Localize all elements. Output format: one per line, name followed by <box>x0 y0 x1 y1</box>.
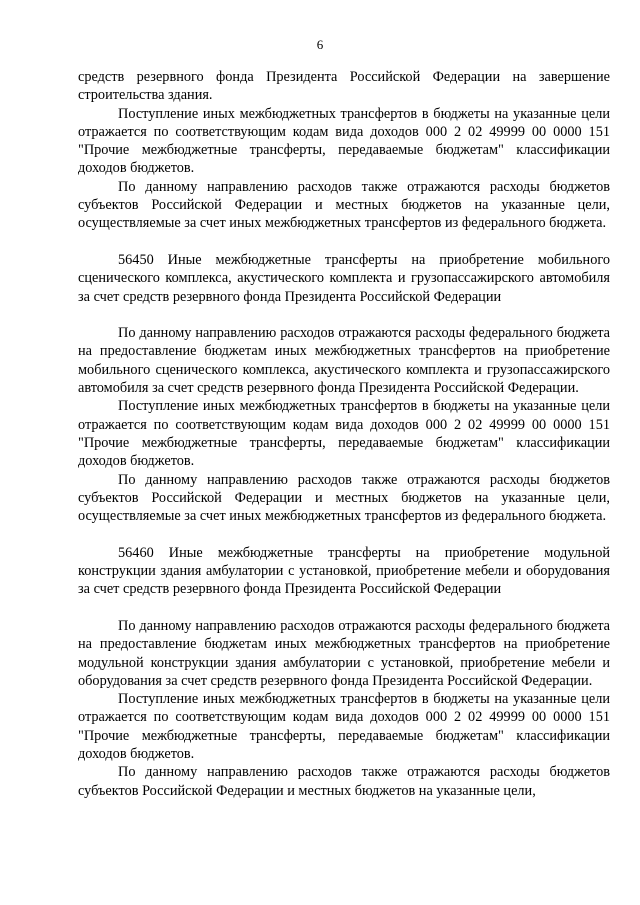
paragraph-federal-expenses: По данному направлению расходов отражаются расходы федерального бюджета на предоставление бюджетам иных межбюджетных трансфертов на приобретение модульной конструкции здания амбулатории с установкой, приобретение мебели и оборудования за счет средств резервного фонда Президента Российской Федерации. <box>78 617 610 689</box>
document-body <box>78 68 610 800</box>
paragraph-continuation: средств резервного фонда Президента Российской Федерации на завершение строительства здания. <box>78 69 610 104</box>
paragraph-revenue-code: Поступление иных межбюджетных трансфертов в бюджеты на указанные цели отражается по соответствующим кодам вида доходов 000 2 02 49999 00 0000 151 "Прочие межбюджетные трансферты, передаваемые бюджетам" классификации доходов бюджетов. <box>78 398 610 470</box>
section-heading-56450: 56450 Иные межбюджетные трансферты на приобретение мобильного сценического комплекса, акустического комплекта и грузопассажирского автомобиля за счет средств резервного фонда Президента Российской Федерации <box>78 251 610 305</box>
spacer <box>78 599 610 617</box>
paragraph-regional-expenses: По данному направлению расходов также отражаются расходы бюджетов субъектов Российской Федерации и местных бюджетов на указанные цели, <box>78 764 610 799</box>
paragraph-revenue-code: Поступление иных межбюджетных трансфертов в бюджеты на указанные цели отражается по соответствующим кодам вида доходов 000 2 02 49999 00 0000 151 "Прочие межбюджетные трансферты, передаваемые бюджетам" классификации доходов бюджетов. <box>78 105 610 177</box>
section-heading-56460: 56460 Иные межбюджетные трансферты на приобретение модульной конструкции здания амбулатории с установкой, приобретение мебели и оборудования за счет средств резервного фонда Президента Российской Федерации <box>78 544 610 598</box>
spacer <box>78 525 610 543</box>
spacer <box>78 233 610 251</box>
paragraph-revenue-code: Поступление иных межбюджетных трансфертов в бюджеты на указанные цели отражается по соответствующим кодам вида доходов 000 2 02 49999 00 0000 151 "Прочие межбюджетные трансферты, передаваемые бюджетам" классификации доходов бюджетов. <box>78 691 610 762</box>
page-number: 6 <box>316 37 324 52</box>
paragraph-regional-expenses: По данному направлению расходов также отражаются расходы бюджетов субъектов Российской Федерации и местных бюджетов на указанные цели, осуществляемые за счет иных межбюджетных трансфертов из федерального бюджета. <box>78 178 610 232</box>
spacer <box>78 306 610 324</box>
paragraph-federal-expenses: По данному направлению расходов отражаются расходы федерального бюджета на предоставление бюджетам иных межбюджетных трансфертов на приобретение мобильного сценического комплекса, акустического комплекта и грузопассажирского автомобиля за счет средств резервного фонда Президента Российской Федерации. <box>78 325 610 397</box>
paragraph-regional-expenses: По данному направлению расходов также отражаются расходы бюджетов субъектов Российской Федерации и местных бюджетов на указанные цели, осуществляемые за счет иных межбюджетных трансфертов из федерального бюджета. <box>78 471 610 525</box>
